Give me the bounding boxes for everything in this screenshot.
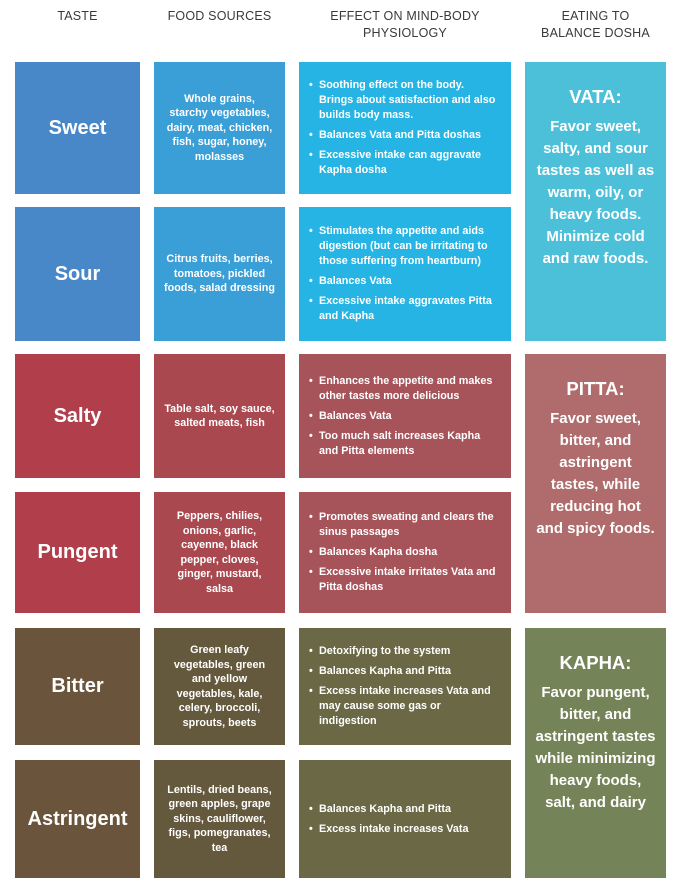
food-sources-sweet: Whole grains, starchy vegetables, dairy, meat, chicken, fish, sugar, honey, molasses — [154, 62, 285, 194]
effect-item: • Excessive intake aggravates Pitta and Kapha — [309, 294, 499, 324]
taste-bitter: Bitter — [15, 628, 140, 745]
dosha-pitta — [525, 354, 666, 613]
effect-item: • Stimulates the appetite and aids digestion (but can be irritating to those suffering from heartburn) — [309, 224, 499, 269]
header-eating: EATING TO BALANCE DOSHA — [541, 9, 650, 40]
dosha-advice: Favor pungent, bitter, and astringent tastes while minimizing heavy foods, salt, and dairy — [535, 684, 656, 811]
effect-item: • Excessive intake can aggravate Kapha dosha — [309, 148, 499, 178]
effect-item: • Balances Kapha dosha — [309, 545, 499, 560]
effect-list — [309, 505, 499, 600]
header-taste: TASTE — [57, 9, 98, 23]
dosha-name: VATA: — [569, 86, 622, 107]
taste-pungent: Pungent — [15, 492, 140, 613]
taste-sour: Sour — [15, 207, 140, 341]
taste-salty: Salty — [15, 354, 140, 478]
effect-list — [309, 369, 499, 464]
header-food-sources: FOOD SOURCES — [167, 9, 272, 23]
effect-item: • Excess intake increases Vata — [309, 822, 499, 837]
effect-astringent — [299, 760, 511, 878]
dosha-name: PITTA: — [566, 378, 625, 399]
taste-astringent: Astringent — [15, 760, 140, 878]
dosha-advice: Favor sweet, salty, and sour tastes as well as warm, oily, or heavy foods. Minimize cold and raw foods. — [536, 118, 655, 267]
effect-sweet — [299, 62, 511, 194]
food-sources-salty: Table salt, soy sauce, salted meats, fish — [154, 354, 285, 478]
dosha-vata — [525, 62, 666, 341]
effect-item: • Balances Vata — [309, 409, 499, 424]
food-sources-sour: Citrus fruits, berries, tomatoes, pickled foods, salad dressing — [154, 207, 285, 341]
effect-item: • Detoxifying to the system — [309, 644, 499, 659]
effect-item: • Promotes sweating and clears the sinus passages — [309, 510, 499, 540]
effect-pungent — [299, 492, 511, 613]
effect-sour — [299, 207, 511, 341]
food-sources-pungent: Peppers, chilies, onions, garlic, cayenne, black pepper, cloves, ginger, mustard, salsa — [154, 492, 285, 613]
dosha-advice: Favor sweet, bitter, and astringent tastes, while reducing hot and spicy foods. — [536, 410, 655, 537]
effect-list — [309, 797, 499, 842]
effect-item: • Balances Vata — [309, 274, 499, 289]
effect-list — [309, 639, 499, 734]
effect-salty — [299, 354, 511, 478]
effect-list — [309, 73, 499, 183]
taste-sweet: Sweet — [15, 62, 140, 194]
effect-item: • Balances Kapha and Pitta — [309, 664, 499, 679]
effect-item: • Excess intake increases Vata and may cause some gas or indigestion — [309, 684, 499, 729]
header-effect: EFFECT ON MIND-BODY PHYSIOLOGY — [330, 9, 480, 40]
effect-item: • Too much salt increases Kapha and Pitta elements — [309, 429, 499, 459]
dosha-kapha — [525, 628, 666, 878]
effect-item: • Excessive intake irritates Vata and Pitta doshas — [309, 565, 499, 595]
effect-bitter — [299, 628, 511, 745]
effect-item: • Balances Kapha and Pitta — [309, 802, 499, 817]
food-sources-bitter: Green leafy vegetables, green and yellow vegetables, kale, celery, broccoli, sprouts, beets — [154, 628, 285, 745]
effect-item: • Soothing effect on the body. Brings about satisfaction and also builds body mass. — [309, 78, 499, 123]
food-sources-astringent: Lentils, dried beans, green apples, grape skins, cauliflower, figs, pomegranates, tea — [154, 760, 285, 878]
effect-item: • Enhances the appetite and makes other tastes more delicious — [309, 374, 499, 404]
effect-item: • Balances Vata and Pitta doshas — [309, 128, 499, 143]
effect-list — [309, 219, 499, 329]
dosha-name: KAPHA: — [559, 652, 632, 673]
